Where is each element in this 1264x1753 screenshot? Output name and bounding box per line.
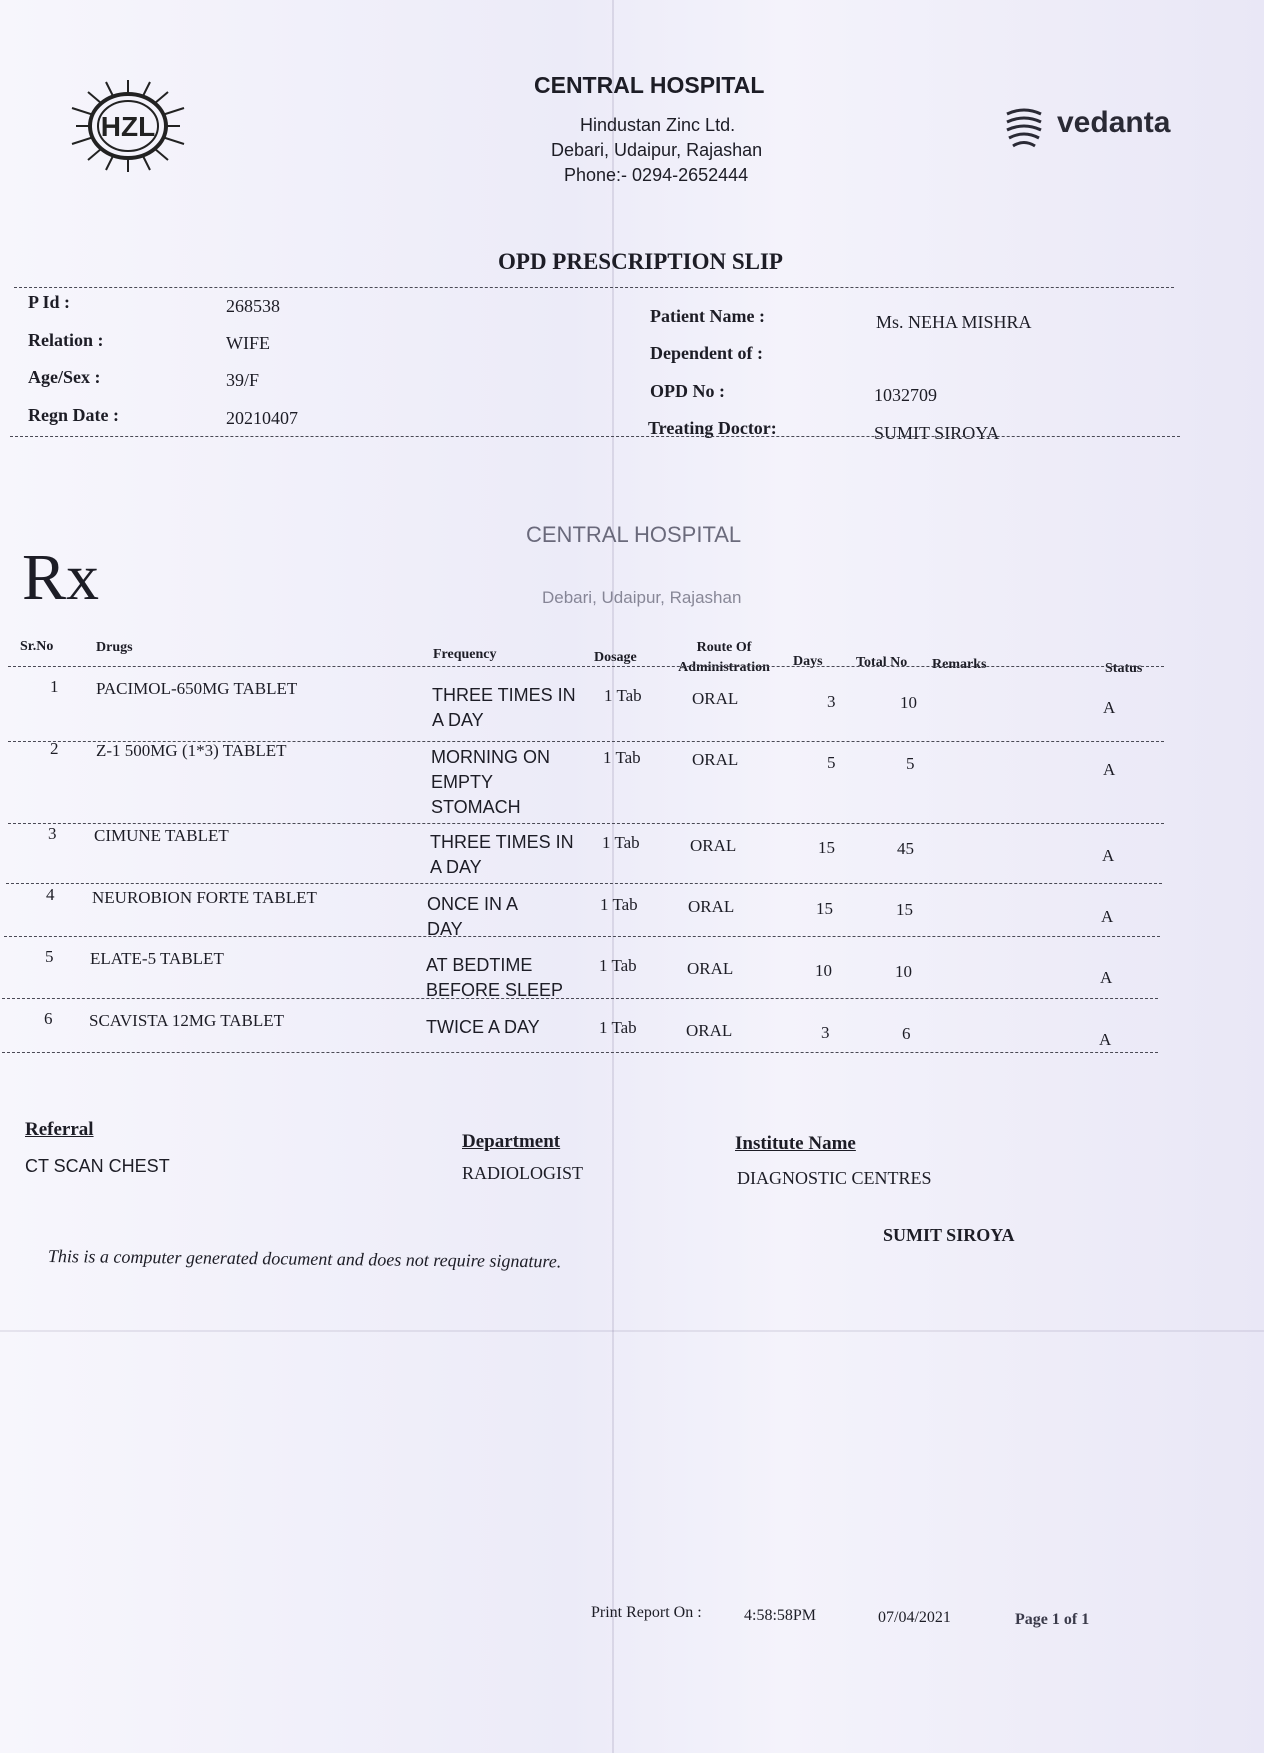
- treating-doctor-value: SUMIT SIROYA: [874, 423, 1000, 443]
- ghost-address: Debari, Udaipur, Rajashan: [542, 588, 742, 607]
- row-drug: PACIMOL-650MG TABLET: [96, 679, 298, 698]
- referral-label: Referral: [25, 1119, 94, 1140]
- opd-no-value: 1032709: [874, 385, 937, 405]
- row-srno: 4: [46, 885, 55, 904]
- row-total: 15: [896, 900, 913, 919]
- doctor-signature-name: SUMIT SIROYA: [883, 1225, 1015, 1245]
- row-status: A: [1102, 846, 1115, 865]
- row-days: 3: [827, 692, 836, 711]
- row-total: 45: [897, 839, 914, 858]
- row-drug: Z-1 500MG (1*3) TABLET: [96, 741, 287, 760]
- row-total: 10: [895, 962, 912, 981]
- col-header-dosage: Dosage: [594, 650, 637, 665]
- row-route: ORAL: [692, 750, 739, 769]
- row-dosage: 1 Tab: [600, 895, 638, 914]
- row-drug: ELATE-5 TABLET: [90, 949, 224, 968]
- opd-no-label: OPD No :: [650, 381, 725, 401]
- vedanta-mark-icon: [1003, 104, 1045, 152]
- col-header-days: Days: [793, 654, 823, 669]
- print-report-label: Print Report On :: [591, 1604, 702, 1621]
- row-srno: 3: [48, 824, 57, 843]
- row-days: 15: [816, 899, 833, 918]
- col-header-status: Status: [1105, 661, 1143, 676]
- row-frequency: AT BEDTIME BEFORE SLEEP: [426, 955, 564, 1000]
- divider: [2, 1052, 1158, 1053]
- divider: [4, 936, 1160, 937]
- ghost-hospital-name: CENTRAL HOSPITAL: [526, 522, 742, 547]
- row-frequency: ONCE IN A DAY: [427, 894, 518, 939]
- divider: [8, 666, 1164, 667]
- regn-date-value: 20210407: [226, 408, 298, 428]
- page-count: Page 1 of 1: [1015, 1611, 1090, 1628]
- row-days: 3: [821, 1023, 830, 1042]
- hzl-logo: [66, 78, 190, 174]
- row-frequency: TWICE A DAY: [426, 1017, 540, 1037]
- referral-value: CT SCAN CHEST: [25, 1156, 170, 1176]
- agesex-label: Age/Sex :: [28, 367, 101, 387]
- rx-symbol: [22, 540, 99, 616]
- divider: [2, 998, 1158, 999]
- row-total: 5: [906, 754, 915, 773]
- row-srno: 5: [45, 947, 54, 966]
- relation-label: Relation :: [28, 330, 104, 350]
- row-dosage: 1 Tab: [603, 748, 641, 767]
- print-time: 4:58:58PM: [744, 1607, 817, 1624]
- patient-name-value: Ms. NEHA MISHRA: [876, 312, 1032, 332]
- col-header-srno: Sr.No: [20, 639, 54, 654]
- divider: [6, 883, 1162, 884]
- col-header-drugs: Drugs: [96, 640, 133, 655]
- row-route: ORAL: [686, 1021, 733, 1040]
- row-status: A: [1101, 907, 1114, 926]
- divider: [8, 823, 1164, 824]
- row-total: 10: [900, 693, 917, 712]
- paper-fold-horizontal: [0, 1330, 1264, 1332]
- print-date: 07/04/2021: [878, 1609, 951, 1626]
- row-drug: CIMUNE TABLET: [94, 826, 229, 845]
- company-name: Hindustan Zinc Ltd.: [580, 115, 736, 135]
- row-status: A: [1100, 968, 1113, 987]
- vedanta-logo: [1003, 102, 1173, 154]
- row-dosage: 1 Tab: [599, 1018, 637, 1037]
- institute-value: DIAGNOSTIC CENTRES: [737, 1168, 932, 1188]
- dependent-label: Dependent of :: [650, 343, 763, 363]
- col-header-total: Total No: [856, 655, 908, 670]
- agesex-value: 39/F: [226, 370, 260, 390]
- divider: [10, 436, 1180, 437]
- col-header-route: Route Of Administration: [678, 640, 770, 675]
- row-srno: 6: [44, 1009, 53, 1028]
- row-days: 5: [827, 753, 836, 772]
- row-status: A: [1103, 698, 1116, 717]
- vedanta-logo-text: vedanta: [1057, 106, 1171, 139]
- row-days: 15: [818, 838, 835, 857]
- divider: [14, 287, 1174, 288]
- row-total: 6: [902, 1024, 911, 1043]
- row-dosage: 1 Tab: [604, 686, 642, 705]
- row-status: A: [1099, 1030, 1112, 1049]
- computer-generated-note: This is a computer generated document and does not require signature.: [47, 1246, 562, 1272]
- hospital-phone: Phone:- 0294-2652444: [564, 165, 749, 185]
- row-route: ORAL: [687, 959, 734, 978]
- col-header-remarks: Remarks: [932, 657, 987, 672]
- pid-label: P Id :: [28, 292, 71, 312]
- hzl-logo-text: HZL: [100, 111, 156, 142]
- row-frequency: MORNING ON EMPTY STOMACH: [431, 747, 550, 817]
- treating-doctor-label: Treating Doctor:: [648, 418, 777, 438]
- department-value: RADIOLOGIST: [462, 1163, 583, 1183]
- row-route: ORAL: [688, 897, 735, 916]
- hospital-address: Debari, Udaipur, Rajashan: [551, 140, 763, 160]
- page-title: OPD PRESCRIPTION SLIP: [498, 249, 783, 274]
- row-route: ORAL: [692, 689, 739, 708]
- row-frequency: THREE TIMES IN A DAY: [430, 832, 574, 877]
- row-drug: SCAVISTA 12MG TABLET: [89, 1011, 285, 1030]
- row-route: ORAL: [690, 836, 737, 855]
- col-header-frequency: Frequency: [433, 647, 497, 662]
- rx-symbol-text: Rx: [22, 541, 100, 614]
- row-dosage: 1 Tab: [602, 833, 640, 852]
- row-drug: NEUROBION FORTE TABLET: [92, 888, 317, 907]
- row-status: A: [1103, 760, 1116, 779]
- row-srno: 1: [50, 677, 59, 696]
- row-frequency: THREE TIMES IN A DAY: [432, 685, 576, 730]
- hospital-name: CENTRAL HOSPITAL: [534, 72, 765, 98]
- institute-label: Institute Name: [735, 1133, 856, 1154]
- row-dosage: 1 Tab: [599, 956, 637, 975]
- patient-name-label: Patient Name :: [650, 306, 765, 326]
- row-days: 10: [815, 961, 832, 980]
- regn-date-label: Regn Date :: [28, 405, 119, 425]
- row-srno: 2: [50, 739, 59, 758]
- pid-value: 268538: [226, 296, 280, 316]
- relation-value: WIFE: [226, 333, 270, 353]
- department-label: Department: [462, 1131, 561, 1152]
